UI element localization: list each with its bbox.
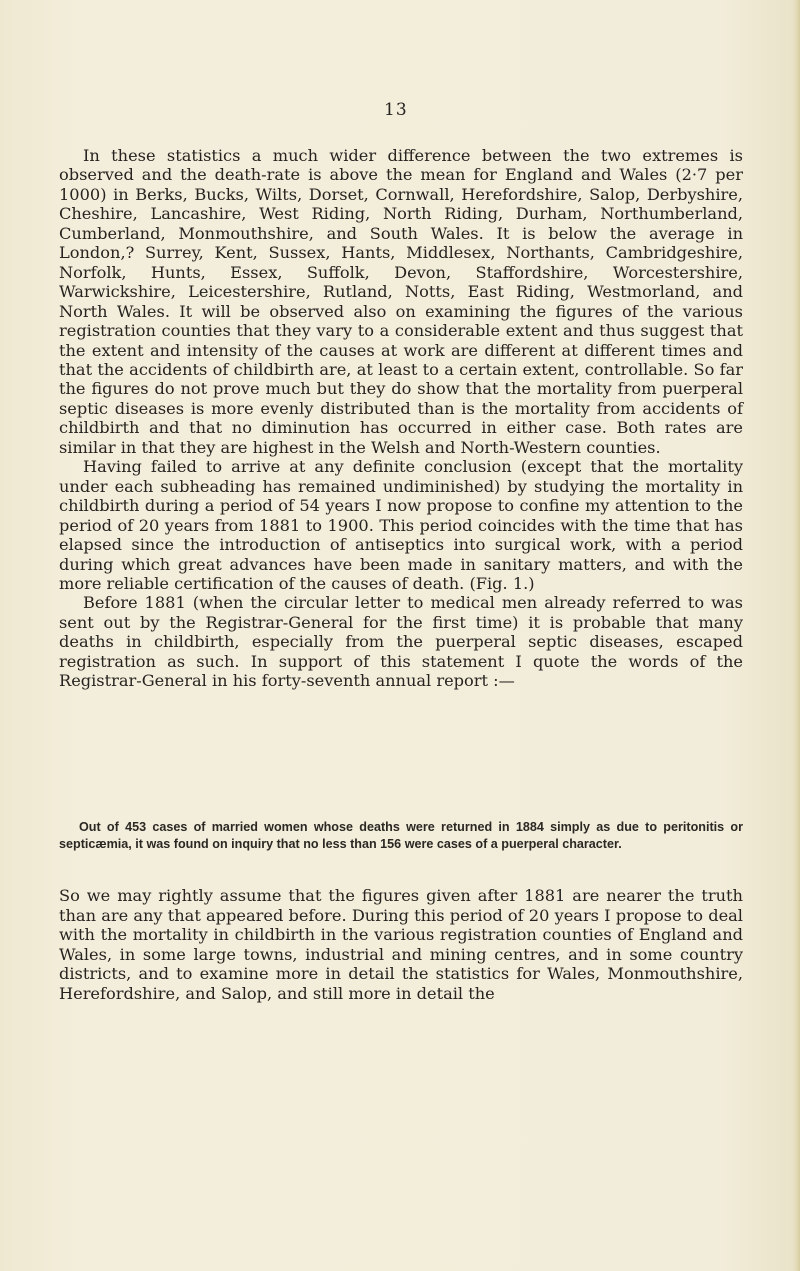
page-edge: [792, 0, 800, 1271]
quote-text: Out of 453 cases of married women whose deaths were returned in 1884 simply as due to peritonitis or septicæmia, it was found on inquiry that no less than 156 were cases of a puerperal character.: [59, 820, 743, 851]
page-number: 13: [384, 100, 408, 120]
paragraph-period: Having failed to arrive at any definite conclusion (except that the mortality under each subheading has remained undiminished) by studying the mortality in childbirth during a period of 54 years I now propose to confine my attention to the period of 20 years from 1881 to 1900. This period coincides with the time that has elapsed since the introduction of antiseptics into surgical work, with a period during which great advances have been made in sanitary matters, and with the more reliable certification of the causes of death. (Fig. 1.): [59, 457, 743, 593]
paragraph-continuation: So we may rightly assume that the figures given after 1881 are nearer the truth than are any that appeared before. During this period of 20 years I propose to deal with the mortality in childbirth in the various registration counties of England and Wales, in some large towns, industrial and mining centres, and in some country districts, and to examine more in detail the statistics for Wales, Monmouthshire, Herefordshire, and Salop, and still more in detail the: [59, 886, 743, 1003]
paragraph-registration: Before 1881 (when the circular letter to medical men already referred to was sent out by the Registrar-General for the first time) it is probable that many deaths in childbirth, especially from the puerperal septic diseases, escaped registration as such. In support of this statement I quote the words of the Registrar-General in his forty-seventh annual report :—: [59, 593, 743, 691]
block-quote: [59, 819, 743, 852]
main-text: [59, 146, 743, 691]
continuation-text: [59, 886, 743, 1003]
paragraph-statistics: In these statistics a much wider difference between the two extremes is observed and the death-rate is above the mean for England and Wales (2·7 per 1000) in Berks, Bucks, Wilts, Dorset, Cornwall, Herefordshire, Salop, Derbyshire, Cheshire, Lancashire, West Riding, North Riding, Durham, Northumberland, Cumberland, Monmouthshire, and South Wales. It is below the average in London,? Surrey, Kent, Sussex, Hants, Middlesex, Northants, Cambridgeshire, Norfolk, Hunts, Essex, Suffolk, Devon, Staffordshire, Worcestershire, Warwickshire, Leicestershire, Rutland, Notts, East Riding, Westmorland, and North Wales. It will be observed also on examining the figures of the various registration counties that they vary to a considerable extent and thus suggest that the extent and intensity of the causes at work are different at different times and that the accidents of childbirth are, at least to a certain extent, controllable. So far the figures do not prove much but they do show that the mortality from puerperal septic diseases is more evenly distributed than is the mortality from accidents of childbirth and that no diminution has occurred in either case. Both rates are similar in that they are highest in the Welsh and North-Western counties.: [59, 146, 743, 457]
